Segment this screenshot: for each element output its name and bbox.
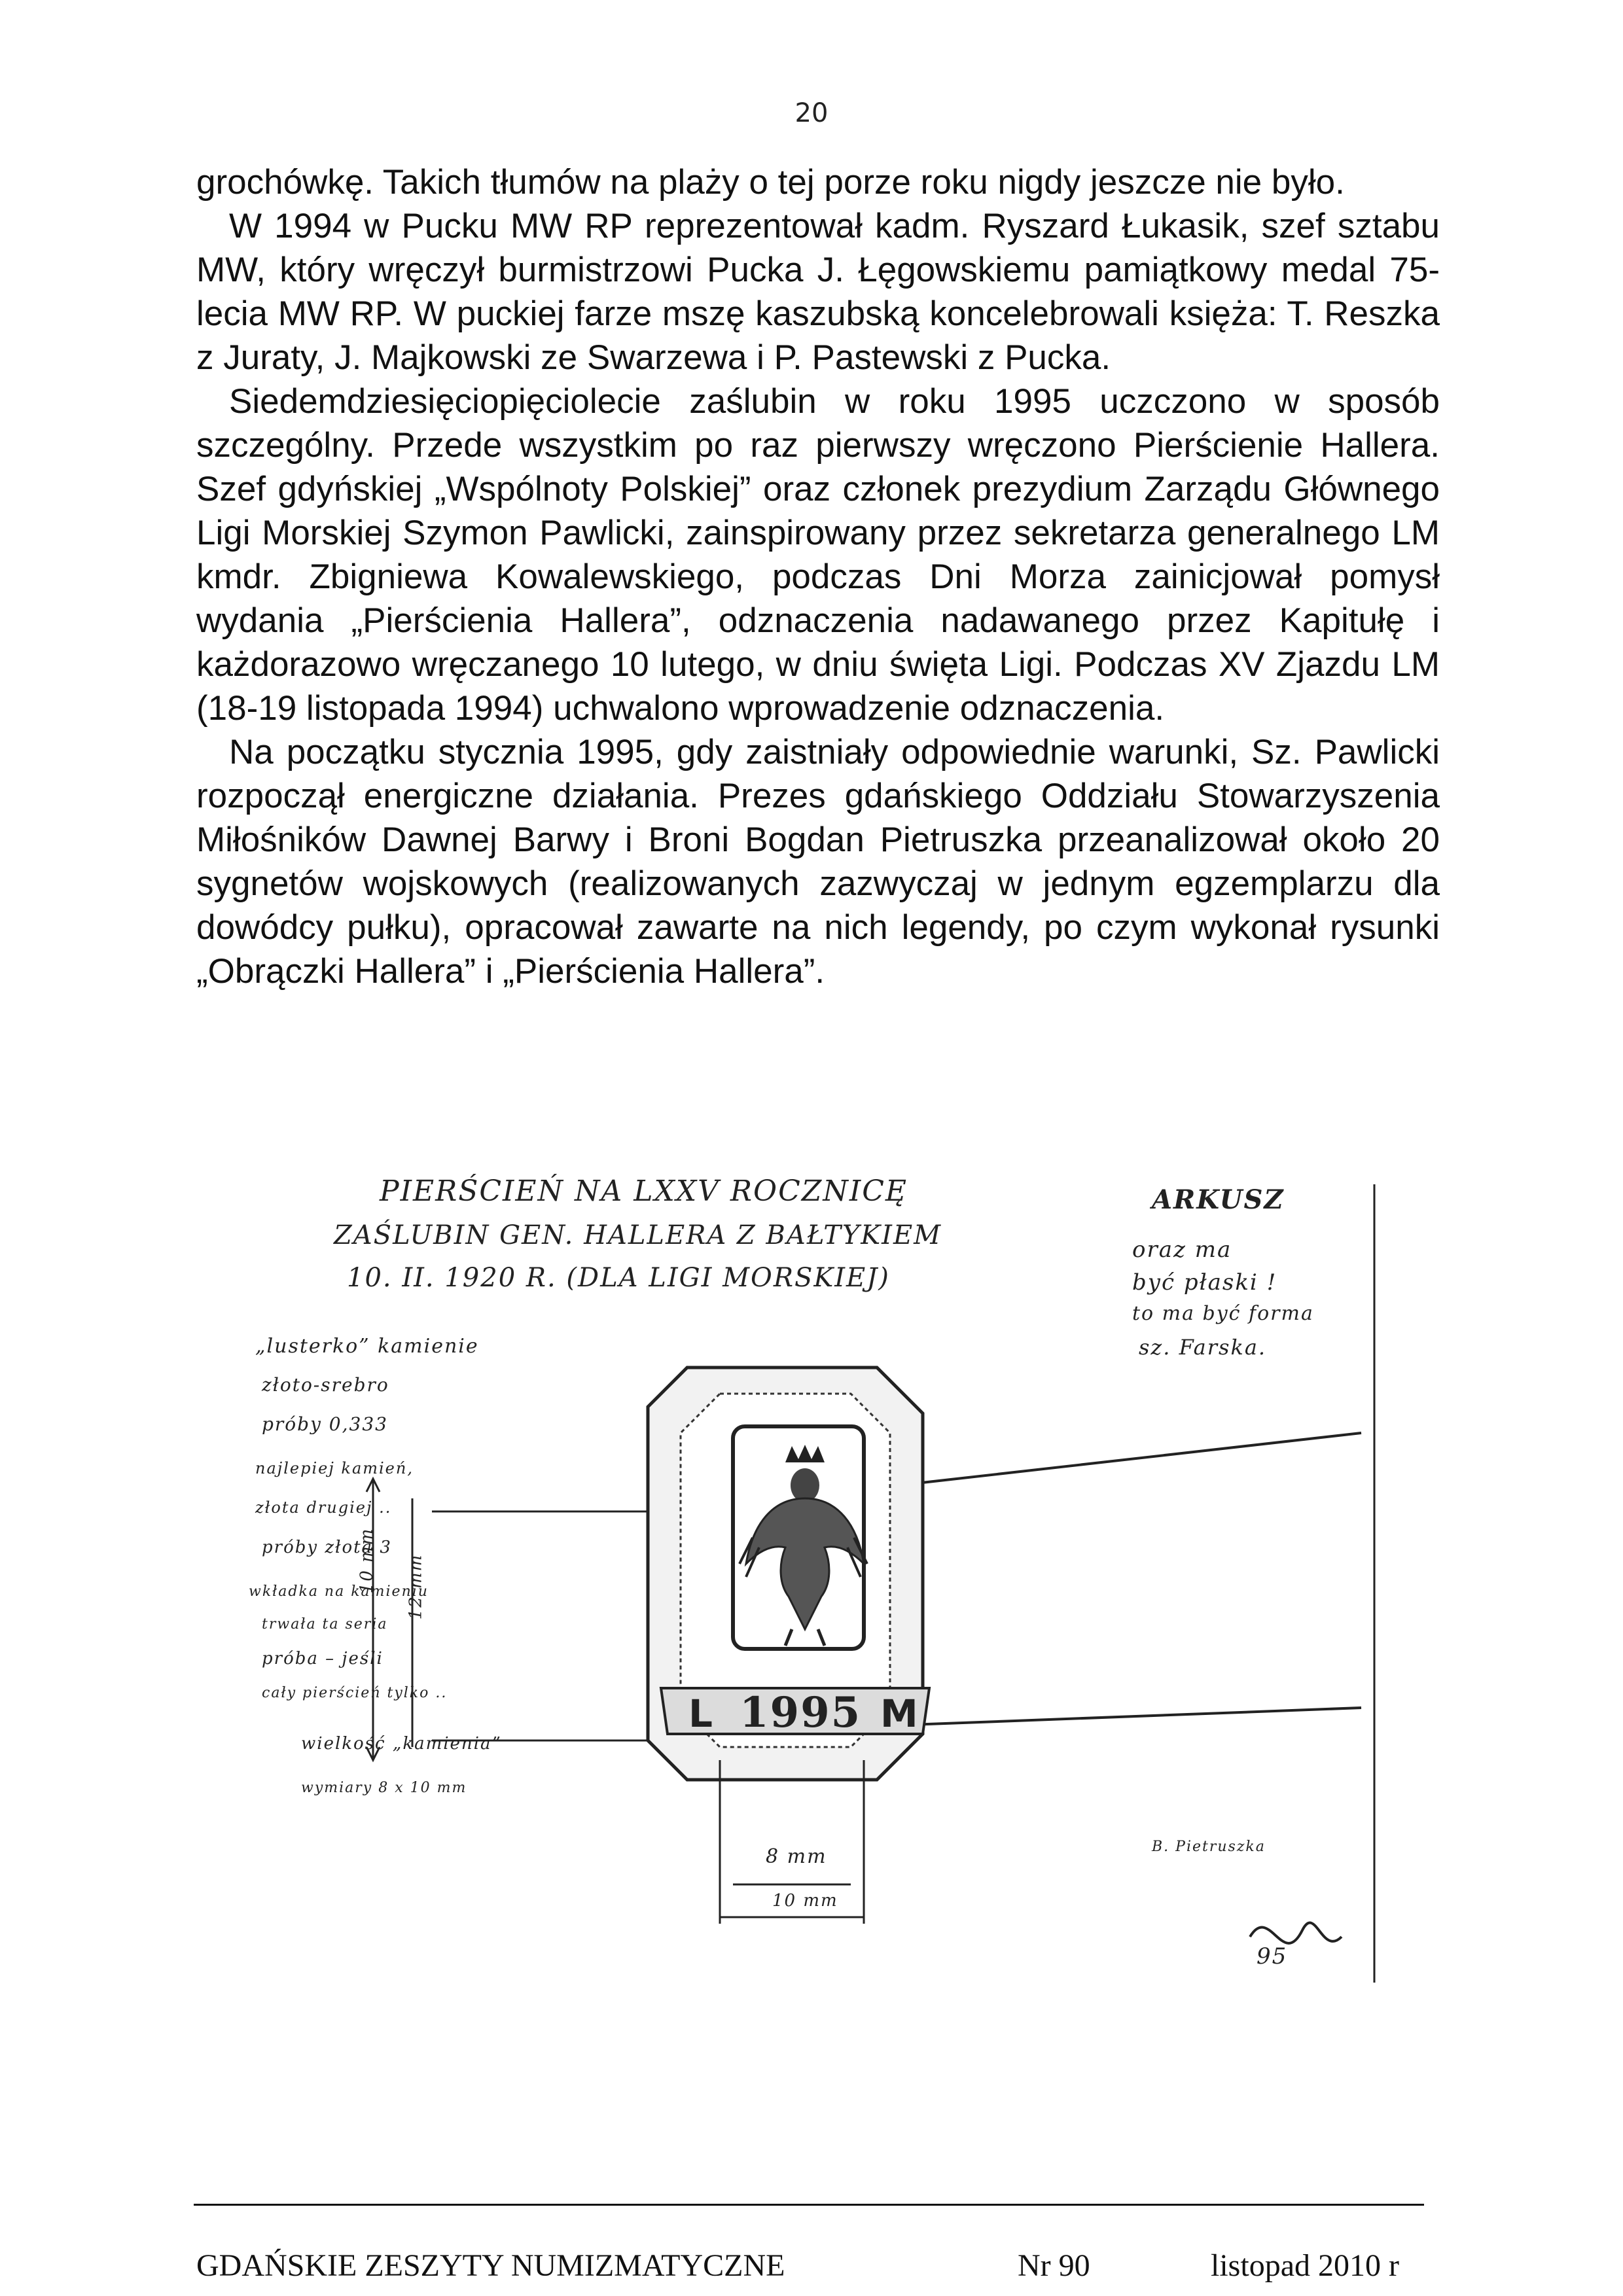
note-title-line-3: 10. II. 1920 R. (DLA LIGI MORSKIEJ)	[347, 1263, 890, 1293]
note-right-2: być płaski !	[1132, 1269, 1277, 1296]
note-title-line-1: PIERŚCIEŃ NA LXXV ROCZNICĘ	[380, 1174, 908, 1208]
note-left-9: próba – jeśli	[262, 1649, 383, 1669]
dimension-label-vertical-a: 10 mm	[357, 1527, 377, 1594]
note-arkusz: ARKUSZ	[1152, 1184, 1285, 1215]
note-title-line-2: ZAŚLUBIN GEN. HALLERA Z BAŁTYKIEM	[334, 1220, 942, 1250]
note-right-1: oraz ma	[1132, 1237, 1232, 1263]
note-left-2: złoto-srebro	[262, 1374, 389, 1396]
note-left-3: próby 0,333	[262, 1413, 388, 1435]
signature-date: 95	[1257, 1943, 1288, 1969]
dimension-label-bottom-a: 8 mm	[766, 1845, 827, 1868]
signature-scribble	[1250, 1923, 1342, 1943]
note-left-8: trwała ta seria	[262, 1616, 388, 1633]
footer-journal-title: GDAŃSKIE ZESZYTY NUMIZMATYCZNE	[196, 2248, 785, 2283]
note-right-3: to ma być forma	[1132, 1302, 1314, 1325]
page-number: 20	[794, 98, 829, 128]
note-left-7: wkładka na kamieniu	[249, 1583, 429, 1600]
signature-name: B. Pietruszka	[1152, 1839, 1266, 1855]
dimension-label-bottom-b: 10 mm	[772, 1891, 838, 1911]
note-left-6: próby złota 3	[262, 1538, 392, 1557]
ring-letter-right: M	[880, 1691, 919, 1736]
note-left-4: najlepiej kamień,	[255, 1459, 414, 1477]
footer-divider	[194, 2204, 1424, 2206]
note-left-12: wymiary 8 x 10 mm	[301, 1780, 467, 1796]
ring-year: 1995	[740, 1688, 862, 1737]
ring-letter-left: L	[688, 1691, 714, 1736]
paragraph-2: W 1994 w Pucku MW RP reprezentował kadm. Ryszard Łukasik, szef sztabu MW, który wręczył burmistrzowi Pucka J. Łęgowskiemu pamiątkowy medal 75-lecia MW RP. W puckiej farze mszę kaszubską koncelebrowali księża: T. Reszka z Juraty, J. Majkowski ze Swarzewa i P. Pastewski z Pucka.	[196, 207, 1440, 377]
ring-design-sketch	[236, 1171, 1387, 2002]
dimension-label-vertical-b: 12 mm	[406, 1553, 426, 1620]
article-body	[196, 160, 1440, 993]
note-left-1: „lusterko” kamienie	[255, 1335, 479, 1358]
note-right-4: sz. Farska.	[1139, 1335, 1267, 1360]
paragraph-4: Na początku stycznia 1995, gdy zaistniały odpowiednie warunki, Sz. Pawlicki rozpoczął energiczne działania. Prezes gdańskiego Oddziału Stowarzyszenia Miłośników Dawnej Barwy i Broni Bogdan Pietruszka przeanalizował około 20 sygnetów wojskowych (realizowanych zazwyczaj w jednym egzemplarzu dla dowódcy pułku), opracował zawarte na nich legendy, po czym wykonał rysunki „Obrączki Hallera” i „Pierścienia Hallera”.	[196, 733, 1440, 991]
note-left-5: złota drugiej ..	[255, 1498, 392, 1517]
footer-date: listopad 2010 r	[1211, 2248, 1399, 2283]
paragraph-1: grochówkę. Takich tłumów na plaży o tej porze roku nigdy jeszcze nie było.	[196, 163, 1345, 202]
note-left-11: wielkość „kamienia”	[301, 1734, 502, 1754]
paragraph-3: Siedemdziesięciopięciolecie zaślubin w roku 1995 uczczono w sposób szczególny. Przede wszystkim po raz pierwszy wręczono Pierścienie Hallera. Szef gdyńskiej „Wspólnoty Polskiej” oraz członek prezydium Zarządu Głównego Ligi Morskiej Szymon Pawlicki, zainspirowany przez sekretarza generalnego LM kmdr. Zbigniewa Kowalewskiego, podczas Dni Morza zainicjował pomysł wydania „Pierścienia Hallera”, odznaczenia nadawanego przez Kapitułę i każdorazowo wręczanego 10 lutego, w dniu święta Ligi. Podczas XV Zjazdu LM (18-19 listopada 1994) uchwalono wprowadzenie odznaczenia.	[196, 382, 1440, 728]
footer-issue-number: Nr 90	[1018, 2248, 1090, 2283]
note-left-10: cały pierścień tylko ..	[262, 1685, 448, 1701]
